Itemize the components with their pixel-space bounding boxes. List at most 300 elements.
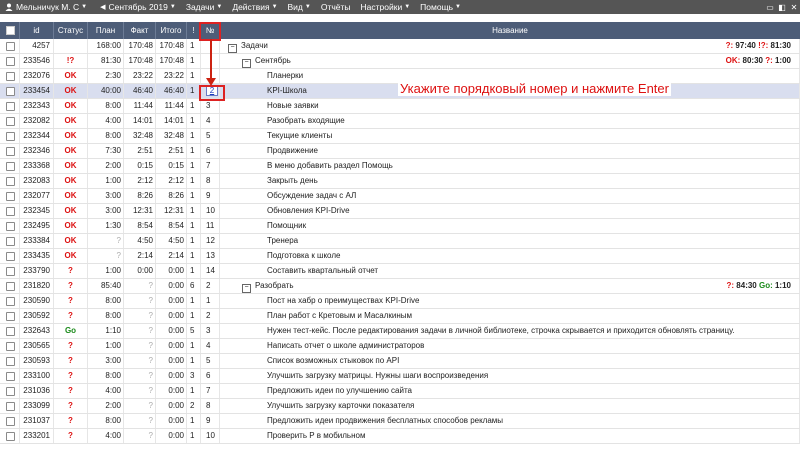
table-row[interactable] (0, 114, 800, 129)
cell-fact: ? (124, 324, 156, 338)
summary-part: 84:30 (736, 281, 759, 290)
row-checkbox[interactable] (0, 279, 20, 293)
cell-status: ? (54, 294, 88, 308)
cell-fact: 4:50 (124, 234, 156, 248)
period-selector[interactable] (92, 2, 181, 12)
top-menubar (0, 0, 800, 14)
cell-name (220, 249, 800, 263)
arrow-down-icon (206, 78, 216, 86)
cell-id: 232345 (20, 204, 54, 218)
cell-number: 11 (201, 219, 220, 233)
cell-total: 0:00 (156, 414, 187, 428)
cell-level: 1 (187, 429, 201, 443)
collapse-toggle-icon[interactable]: − (242, 59, 251, 68)
table-row[interactable] (0, 264, 800, 279)
settings-icon[interactable]: ◧ (778, 2, 786, 12)
cell-id: 233546 (20, 54, 54, 68)
task-table (0, 39, 800, 444)
cell-plan: 8:00 (88, 369, 124, 383)
table-row[interactable] (0, 294, 800, 309)
task-title[interactable]: Подготовка к школе (267, 251, 341, 260)
table-row[interactable] (0, 339, 800, 354)
cell-status: OK (54, 129, 88, 143)
cell-fact: ? (124, 384, 156, 398)
row-checkbox[interactable] (0, 369, 20, 383)
row-checkbox[interactable] (0, 204, 20, 218)
cell-level: 5 (187, 324, 201, 338)
group-summary (726, 54, 791, 68)
prev-period-icon[interactable]: ◀ (100, 4, 106, 11)
task-title[interactable]: Задачи (241, 41, 268, 50)
table-row[interactable] (0, 189, 800, 204)
menu-item-label: Настройки (360, 2, 403, 12)
cell-status: !? (54, 54, 88, 68)
window-controls (764, 0, 800, 14)
row-checkbox[interactable] (0, 384, 20, 398)
cell-id: 4257 (20, 39, 54, 53)
row-checkbox[interactable] (0, 234, 20, 248)
chevron-down-icon: ▼ (81, 4, 88, 10)
cell-id: 230592 (20, 309, 54, 323)
chevron-down-icon: ▼ (404, 4, 411, 10)
cell-status: OK (54, 99, 88, 113)
cell-plan: 1:00 (88, 264, 124, 278)
cell-total: 0:00 (156, 429, 187, 443)
row-checkbox[interactable] (0, 309, 20, 323)
collapse-toggle-icon[interactable]: − (242, 284, 251, 293)
summary-part: !?: (758, 41, 771, 50)
cell-plan: 2:00 (88, 159, 124, 173)
cell-status: OK (54, 114, 88, 128)
cell-id: 231036 (20, 384, 54, 398)
cell-level: 1 (187, 339, 201, 353)
header-name[interactable]: Название (492, 26, 528, 35)
cell-total: 2:12 (156, 174, 187, 188)
menu-item-label: Помощь (420, 2, 454, 12)
task-title[interactable]: Составить квартальный отчет (267, 266, 379, 275)
cell-number: 5 (201, 354, 220, 368)
collapse-toggle-icon[interactable]: − (228, 44, 237, 53)
row-checkbox[interactable] (0, 189, 20, 203)
cell-number: 9 (201, 189, 220, 203)
menu-item-label: Задачи (185, 2, 215, 12)
cell-id: 233384 (20, 234, 54, 248)
instruction-callout: Укажите порядковый номер и нажмите Enter (400, 81, 669, 96)
cell-status: OK (54, 174, 88, 188)
cell-name (220, 414, 800, 428)
cell-status: OK (54, 69, 88, 83)
header-fact[interactable]: Факт (124, 22, 156, 39)
cell-status: ? (54, 429, 88, 443)
cell-total: 0:00 (156, 399, 187, 413)
table-row[interactable] (0, 414, 800, 429)
cell-plan: 8:00 (88, 99, 124, 113)
close-icon[interactable]: ✕ (790, 2, 798, 12)
menu-item[interactable] (415, 2, 466, 12)
cell-plan: 8:00 (88, 309, 124, 323)
table-row[interactable] (0, 279, 800, 294)
cell-level: 1 (187, 114, 201, 128)
cell-level: 3 (187, 369, 201, 383)
menu-item[interactable] (283, 2, 316, 12)
cell-number: 6 (201, 369, 220, 383)
row-checkbox[interactable] (0, 354, 20, 368)
row-checkbox[interactable] (0, 429, 20, 443)
table-row[interactable] (0, 369, 800, 384)
cell-name (220, 354, 800, 368)
table-row[interactable] (0, 144, 800, 159)
task-title[interactable]: Помощник (267, 221, 307, 230)
menu-item-label: Вид (287, 2, 303, 12)
cell-id: 233454 (20, 84, 54, 98)
chevron-down-icon: ▼ (304, 4, 311, 10)
cell-fact: 0:00 (124, 264, 156, 278)
table-row[interactable] (0, 219, 800, 234)
task-title[interactable]: Улучшить загрузку карточки показателя (267, 401, 415, 410)
cell-number: 5 (201, 129, 220, 143)
arrow-line (210, 39, 212, 79)
row-checkbox[interactable] (0, 249, 20, 263)
cell-name (220, 384, 800, 398)
group-summary (727, 279, 791, 293)
cell-level: 1 (187, 219, 201, 233)
task-title[interactable]: Тренера (267, 236, 299, 245)
cell-status: OK (54, 159, 88, 173)
cell-status (54, 39, 88, 53)
cell-fact: 2:51 (124, 144, 156, 158)
task-title[interactable]: Разобрать входящие (267, 116, 345, 125)
cell-name (220, 144, 800, 158)
task-title[interactable]: Сентябрь (255, 56, 291, 65)
cell-id: 233368 (20, 159, 54, 173)
cell-status: OK (54, 189, 88, 203)
cell-number: 4 (201, 114, 220, 128)
table-row[interactable] (0, 384, 800, 399)
cell-status: ? (54, 309, 88, 323)
cell-plan: 4:00 (88, 384, 124, 398)
summary-part: 1:00 (774, 56, 791, 65)
cell-level: 1 (187, 99, 201, 113)
cell-id: 232083 (20, 174, 54, 188)
table-row[interactable] (0, 54, 800, 69)
cell-number: 8 (201, 174, 220, 188)
menu-item[interactable] (181, 2, 228, 12)
cell-level: 1 (187, 204, 201, 218)
cell-plan: 4:00 (88, 114, 124, 128)
cell-name (220, 309, 800, 323)
task-title[interactable]: Планерки (267, 71, 304, 80)
cell-plan: 2:00 (88, 399, 124, 413)
row-checkbox[interactable] (0, 174, 20, 188)
table-row[interactable] (0, 249, 800, 264)
cell-id: 232495 (20, 219, 54, 233)
cell-fact: 170:48 (124, 54, 156, 68)
menu-item-label: Действия (232, 2, 270, 12)
cell-status: ? (54, 354, 88, 368)
cell-name (220, 129, 800, 143)
cell-level: 1 (187, 189, 201, 203)
cell-plan: 8:00 (88, 294, 124, 308)
task-title[interactable]: Новые заявки (267, 101, 319, 110)
cell-number: 7 (201, 159, 220, 173)
cell-fact: 14:01 (124, 114, 156, 128)
cell-plan: 1:00 (88, 174, 124, 188)
user-menu[interactable] (0, 2, 92, 12)
task-title[interactable]: Предложить идеи по улучшению сайта (267, 386, 412, 395)
cell-name (220, 324, 800, 338)
table-row[interactable] (0, 174, 800, 189)
cell-name (220, 159, 800, 173)
cell-fact: 8:26 (124, 189, 156, 203)
cell-total: 14:01 (156, 114, 187, 128)
table-row[interactable] (0, 99, 800, 114)
table-row[interactable] (0, 129, 800, 144)
row-checkbox[interactable] (0, 219, 20, 233)
cell-status: ? (54, 279, 88, 293)
row-checkbox[interactable] (0, 84, 20, 98)
number-input[interactable]: 2 (206, 85, 218, 96)
cell-number: 3 (201, 99, 220, 113)
cell-level: 1 (187, 159, 201, 173)
cell-fact: 12:31 (124, 204, 156, 218)
cell-id: 231037 (20, 414, 54, 428)
chevron-down-icon: ▼ (216, 4, 223, 10)
row-checkbox[interactable] (0, 264, 20, 278)
cell-level: 1 (187, 69, 201, 83)
header-level[interactable]: ! (187, 22, 201, 39)
cell-status: OK (54, 204, 88, 218)
task-title[interactable]: KPI-Школа (267, 86, 307, 95)
cell-total: 0:00 (156, 324, 187, 338)
cell-level: 1 (187, 174, 201, 188)
cell-name (220, 234, 800, 248)
cell-total: 23:22 (156, 69, 187, 83)
cell-level: 1 (187, 354, 201, 368)
cell-id: 233099 (20, 399, 54, 413)
task-title[interactable]: Обновления KPI-Drive (267, 206, 350, 215)
table-row[interactable] (0, 429, 800, 444)
summary-part: ?: (725, 41, 736, 50)
cell-status: ? (54, 339, 88, 353)
cell-fact: ? (124, 309, 156, 323)
table-row[interactable] (0, 324, 800, 339)
cell-number: 14 (201, 264, 220, 278)
task-title[interactable]: Проверить Р в мобильном (267, 431, 366, 440)
cell-total: 170:48 (156, 39, 187, 53)
header-total[interactable]: Итого (156, 22, 187, 39)
cell-name (220, 339, 800, 353)
cell-total: 11:44 (156, 99, 187, 113)
cell-fact: 32:48 (124, 129, 156, 143)
header-number[interactable]: № (201, 22, 220, 39)
row-checkbox[interactable] (0, 159, 20, 173)
summary-part: 1:10 (774, 281, 791, 290)
period-label: Сентябрь 2019 (108, 2, 168, 12)
cell-total: 0:00 (156, 354, 187, 368)
cell-status: OK (54, 234, 88, 248)
task-title[interactable]: Текущие клиенты (267, 131, 333, 140)
task-title[interactable]: Закрыть день (267, 176, 318, 185)
row-checkbox[interactable] (0, 339, 20, 353)
cell-name (220, 114, 800, 128)
cell-number: 7 (201, 384, 220, 398)
table-row[interactable] (0, 39, 800, 54)
user-name: Мельничук М. С (16, 2, 80, 12)
cell-status: OK (54, 84, 88, 98)
cell-total: 8:26 (156, 189, 187, 203)
cell-number: 2 (201, 279, 220, 293)
row-checkbox[interactable] (0, 54, 20, 68)
cell-fact: ? (124, 399, 156, 413)
cell-number: 8 (201, 399, 220, 413)
cell-id: 230565 (20, 339, 54, 353)
summary-part: 97:40 (735, 41, 759, 50)
task-title[interactable]: План работ с Кретовым и Масалкиным (267, 311, 413, 320)
cell-plan: 168:00 (88, 39, 124, 53)
cell-number: 1 (201, 294, 220, 308)
task-title[interactable]: Разобрать (255, 281, 294, 290)
row-checkbox[interactable] (0, 324, 20, 338)
cell-level: 1 (187, 54, 201, 68)
header-plan[interactable]: План (88, 22, 124, 39)
cell-plan: 1:10 (88, 324, 124, 338)
cell-name (220, 99, 800, 113)
cell-status: ? (54, 369, 88, 383)
menu-item[interactable] (316, 2, 356, 12)
table-row[interactable] (0, 234, 800, 249)
cell-level: 1 (187, 144, 201, 158)
task-title[interactable]: Обсуждение задач с АЛ (267, 191, 357, 200)
cell-plan: 85:40 (88, 279, 124, 293)
table-header (0, 22, 800, 39)
row-checkbox[interactable] (0, 99, 20, 113)
table-row[interactable] (0, 354, 800, 369)
header-select-all[interactable] (0, 22, 20, 39)
cell-fact: ? (124, 294, 156, 308)
menu-item[interactable] (227, 2, 282, 12)
cell-plan: 81:30 (88, 54, 124, 68)
cell-fact: 8:54 (124, 219, 156, 233)
cell-fact: 46:40 (124, 84, 156, 98)
cell-id: 233100 (20, 369, 54, 383)
cell-number: 9 (201, 414, 220, 428)
cell-name (220, 264, 800, 278)
cell-status: ? (54, 399, 88, 413)
print-icon[interactable]: ▭ (766, 2, 774, 12)
number-cell-highlight (199, 85, 225, 101)
cell-number: 12 (201, 234, 220, 248)
cell-id: 230593 (20, 354, 54, 368)
header-status[interactable]: Статус (54, 22, 88, 39)
group-summary (726, 39, 791, 53)
row-checkbox[interactable] (0, 294, 20, 308)
cell-plan: ? (88, 234, 124, 248)
cell-plan: 1:30 (88, 219, 124, 233)
cell-level: 1 (187, 414, 201, 428)
row-checkbox[interactable] (0, 129, 20, 143)
cell-id: 232344 (20, 129, 54, 143)
cell-number: 2 (201, 309, 220, 323)
cell-id: 232343 (20, 99, 54, 113)
cell-plan: ? (88, 249, 124, 263)
cell-status: OK (54, 219, 88, 233)
cell-fact: 170:48 (124, 39, 156, 53)
table-row[interactable] (0, 159, 800, 174)
task-title[interactable]: Улучшить загрузку матрицы. Нужны шаги воспроизведения (267, 371, 489, 380)
cell-fact: ? (124, 414, 156, 428)
cell-name (220, 174, 800, 188)
summary-part: OK: (725, 56, 743, 65)
cell-name (220, 189, 800, 203)
cell-fact: 2:14 (124, 249, 156, 263)
cell-plan: 8:00 (88, 414, 124, 428)
cell-id: 230590 (20, 294, 54, 308)
cell-number: 3 (201, 324, 220, 338)
cell-name (220, 54, 800, 68)
cell-plan: 2:30 (88, 69, 124, 83)
cell-level: 1 (187, 264, 201, 278)
task-title[interactable]: Предложить идеи продвижения бесплатных способов рекламы (267, 416, 504, 425)
cell-fact: ? (124, 429, 156, 443)
cell-name (220, 219, 800, 233)
cell-id: 232077 (20, 189, 54, 203)
cell-total: 0:00 (156, 384, 187, 398)
summary-part: 80:30 (742, 56, 766, 65)
menu-item-label: Отчёты (320, 2, 351, 12)
cell-name (220, 39, 800, 53)
cell-plan: 7:30 (88, 144, 124, 158)
task-title[interactable]: Написать отчет о школе администраторов (267, 341, 425, 350)
row-checkbox[interactable] (0, 69, 20, 83)
cell-name (220, 294, 800, 308)
cell-total: 12:31 (156, 204, 187, 218)
cell-total: 46:40 (156, 84, 187, 98)
task-title[interactable]: Пост на хабр о преимуществах KPI-Drive (267, 296, 420, 305)
row-checkbox[interactable] (0, 39, 20, 53)
cell-plan: 3:00 (88, 204, 124, 218)
cell-number: 4 (201, 339, 220, 353)
cell-plan: 3:00 (88, 354, 124, 368)
cell-id: 232643 (20, 324, 54, 338)
cell-id: 232082 (20, 114, 54, 128)
row-checkbox[interactable] (0, 114, 20, 128)
cell-level: 1 (187, 84, 201, 98)
cell-plan: 3:00 (88, 189, 124, 203)
cell-status: OK (54, 249, 88, 263)
cell-level: 1 (187, 294, 201, 308)
row-checkbox[interactable] (0, 414, 20, 428)
table-row[interactable] (0, 309, 800, 324)
task-title[interactable]: В меню добавить раздел Помощь (267, 161, 393, 170)
task-title[interactable]: Продвижение (267, 146, 318, 155)
cell-total: 0:00 (156, 369, 187, 383)
cell-fact: ? (124, 369, 156, 383)
header-id[interactable]: id (20, 22, 54, 39)
cell-name (220, 279, 800, 293)
cell-plan: 8:00 (88, 129, 124, 143)
cell-total: 8:54 (156, 219, 187, 233)
cell-total: 0:00 (156, 264, 187, 278)
table-row[interactable] (0, 399, 800, 414)
task-title[interactable]: Нужен тест-кейс. После редактирования задачи в личной библиотеке, строчка скрывается и приходится обновлять страницу. (267, 326, 735, 335)
row-checkbox[interactable] (0, 399, 20, 413)
cell-name (220, 399, 800, 413)
menu-item[interactable] (356, 2, 416, 12)
cell-level: 1 (187, 249, 201, 263)
table-row[interactable] (0, 204, 800, 219)
task-title[interactable]: Список возможных стыковок по API (267, 356, 400, 365)
row-checkbox[interactable] (0, 144, 20, 158)
